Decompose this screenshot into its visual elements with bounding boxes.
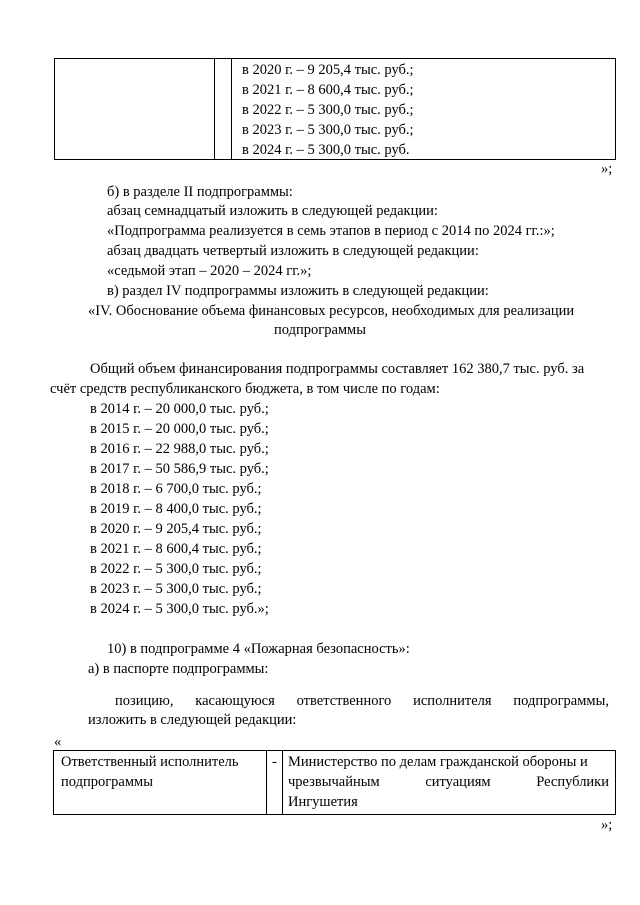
list-item: в 2018 г. – 6 700,0 тыс. руб.; [90,481,262,497]
table-cell-value: Ингушетия [288,794,358,810]
word: позицию, [115,693,174,709]
list-item: в 2016 г. – 22 988,0 тыс. руб.; [90,441,269,457]
word: Республики [536,774,609,790]
word: касающуюся [195,693,275,709]
word: чрезвычайным [288,774,380,790]
closing-quote: »; [601,161,613,177]
section-heading: подпрограммы [274,322,366,338]
list-item: в 2017 г. – 50 586,9 тыс. руб.; [90,461,269,477]
list-item: в 2015 г. – 20 000,0 тыс. руб.; [90,421,269,437]
table-row: в 2022 г. – 5 300,0 тыс. руб.; [242,102,414,118]
table-row: в 2021 г. – 8 600,4 тыс. руб.; [242,82,414,98]
section-heading: «IV. Обоснование объема финансовых ресурсов, необходимых для реализации [88,303,575,319]
closing-quote: »; [601,817,613,833]
word: исполнителя [413,693,492,709]
list-item: в 2019 г. – 8 400,0 тыс. руб.; [90,501,262,517]
item-10-line: а) в паспорте подпрограммы: [88,661,269,677]
table-cell-dash: - [272,754,277,770]
section-b-line: абзац семнадцатый изложить в следующей редакции: [107,203,438,219]
opening-quote: « [54,734,62,750]
justified-line [115,692,609,711]
table-cell-label: подпрограммы [61,774,153,790]
list-item: в 2021 г. – 8 600,4 тыс. руб.; [90,541,262,557]
word: ответственного [296,693,392,709]
top-table-values [242,60,414,160]
item-10-line: изложить в следующей редакции: [88,712,297,728]
list-item: в 2024 г. – 5 300,0 тыс. руб.»; [90,601,269,617]
table-divider [282,751,283,814]
section-b-line: «седьмой этап – 2020 – 2024 гг.»; [107,263,312,279]
table-row: в 2024 г. – 5 300,0 тыс. руб. [242,142,410,158]
word: ситуациям [425,774,491,790]
table-row: в 2020 г. – 9 205,4 тыс. руб.; [242,62,414,78]
word: подпрограммы, [513,693,609,709]
table-divider [214,59,215,159]
table-row: в 2023 г. – 5 300,0 тыс. руб.; [242,122,414,138]
funding-paragraph: Общий объем финансирования подпрограммы составляет 162 380,7 тыс. руб. за [90,361,585,377]
table-cell-value: Министерство по делам гражданской обороны и [288,754,588,770]
section-b-line: «Подпрограмма реализуется в семь этапов в период с 2014 по 2024 гг.:»; [107,223,555,239]
section-b-line: б) в разделе II подпрограммы: [107,184,293,200]
funding-paragraph: счёт средств республиканского бюджета, в том числе по годам: [50,381,440,397]
list-item: в 2022 г. – 5 300,0 тыс. руб.; [90,561,262,577]
list-item: в 2014 г. – 20 000,0 тыс. руб.; [90,401,269,417]
table-cell-label: Ответственный исполнитель [61,754,239,770]
justified-line [288,773,609,792]
section-v-line: в) раздел IV подпрограммы изложить в следующей редакции: [107,283,489,299]
table-divider [266,751,267,814]
table-divider [231,59,232,159]
section-b-line: абзац двадцать четвертый изложить в следующей редакции: [107,243,479,259]
list-item: в 2023 г. – 5 300,0 тыс. руб.; [90,581,262,597]
item-10-line: 10) в подпрограмме 4 «Пожарная безопасность»: [107,641,410,657]
list-item: в 2020 г. – 9 205,4 тыс. руб.; [90,521,262,537]
